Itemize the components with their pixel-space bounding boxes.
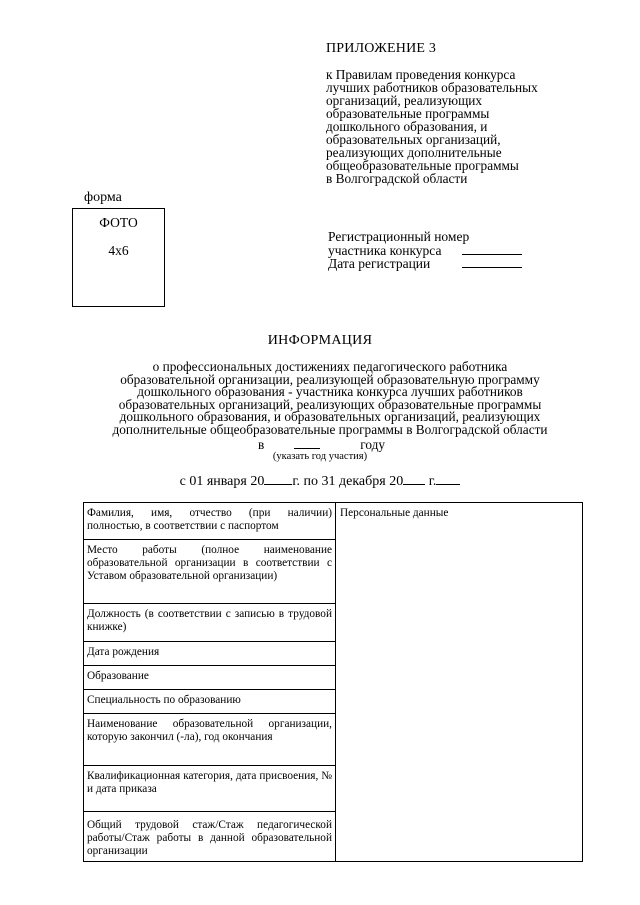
appendix-line: в Волгоградской области — [326, 171, 468, 186]
appendix-line: общеобразовательные программы — [326, 158, 519, 173]
registration-number-label: Регистрационный номер — [328, 229, 470, 244]
registration-participant-row — [328, 244, 469, 258]
info-line: о профессиональных достижениях педагогического работника — [152, 359, 508, 374]
period-line — [0, 474, 640, 490]
appendix-line: к Правилам проведения конкурса — [326, 67, 516, 82]
registration-block — [328, 230, 469, 271]
period-end-blank — [436, 474, 460, 485]
registration-participant-label: участника конкурса — [328, 242, 442, 258]
personal-data-header: Персональные данные — [340, 507, 449, 519]
photo-box — [72, 208, 165, 307]
row-label-qualification: Квалификационная категория, дата присвоения, № и дата приказа — [84, 766, 336, 812]
registration-date-row — [328, 257, 469, 271]
appendix-subtitle — [326, 68, 538, 185]
year-field[interactable] — [294, 439, 320, 449]
period-start-label: с 01 января 20 — [179, 474, 265, 489]
info-line: образовательных организаций, реализующих образовательные программы — [118, 396, 542, 412]
row-label-workplace: Место работы (полное наименование образовательной организации в соответствии с Уставом образовательной организации) — [84, 540, 336, 604]
appendix-title: ПРИЛОЖЕНИЕ 3 — [326, 41, 437, 56]
info-description — [70, 361, 590, 436]
appendix-line: образовательных организаций, — [326, 132, 501, 147]
period-start-year-field[interactable] — [264, 474, 292, 485]
info-line: дошкольного образования - участника конкурса лучших работников — [137, 384, 523, 399]
info-title: ИНФОРМАЦИЯ — [267, 333, 373, 348]
year-suffix: году — [360, 437, 386, 452]
registration-date-label: Дата регистрации — [328, 256, 431, 271]
year-prefix: в — [258, 437, 265, 452]
registration-number-field[interactable] — [462, 244, 522, 255]
photo-size: 4x6 — [108, 243, 129, 258]
appendix-line: реализующих дополнительные — [326, 145, 502, 160]
period-end-label: г. по 31 декабря 20 — [292, 474, 404, 489]
appendix-line: дошкольного образования, и — [326, 119, 488, 134]
period-end-suffix: г. — [428, 474, 437, 489]
personal-data-cell[interactable] — [336, 503, 583, 862]
appendix-line: образовательные программы — [326, 106, 490, 121]
photo-label: ФОТО — [99, 215, 138, 230]
period-end-year-field[interactable] — [403, 474, 425, 485]
row-label-specialty: Специальность по образованию — [84, 690, 336, 714]
table-row — [84, 503, 583, 540]
info-line: дополнительные общеобразовательные программы в Волгоградской области — [112, 421, 548, 437]
personal-data-table — [83, 502, 583, 862]
row-label-institution: Наименование образовательной организации, которую закончил (-ла), год окончания — [84, 714, 336, 766]
info-line: образовательной организации, реализующей образовательную программу — [120, 371, 540, 387]
row-label-birth-date: Дата рождения — [84, 642, 336, 666]
registration-date-field[interactable] — [462, 257, 522, 268]
appendix-line: лучших работников образовательных — [326, 80, 538, 95]
year-hint: (указать год участия) — [272, 451, 368, 462]
row-label-experience: Общий трудовой стаж/Стаж педагогической работы/Стаж работы в данной образовательной организации — [84, 812, 336, 862]
info-line: дошкольного образования, и образовательных организаций, реализующих — [119, 409, 541, 424]
row-label-full-name: Фамилия, имя, отчество (при наличии) полностью, в соответствии с паспортом — [84, 503, 336, 540]
appendix-line: организаций, реализующих — [326, 93, 483, 108]
form-label: форма — [84, 190, 122, 205]
row-label-education: Образование — [84, 666, 336, 690]
row-label-position: Должность (в соответствии с записью в трудовой книжке) — [84, 604, 336, 642]
